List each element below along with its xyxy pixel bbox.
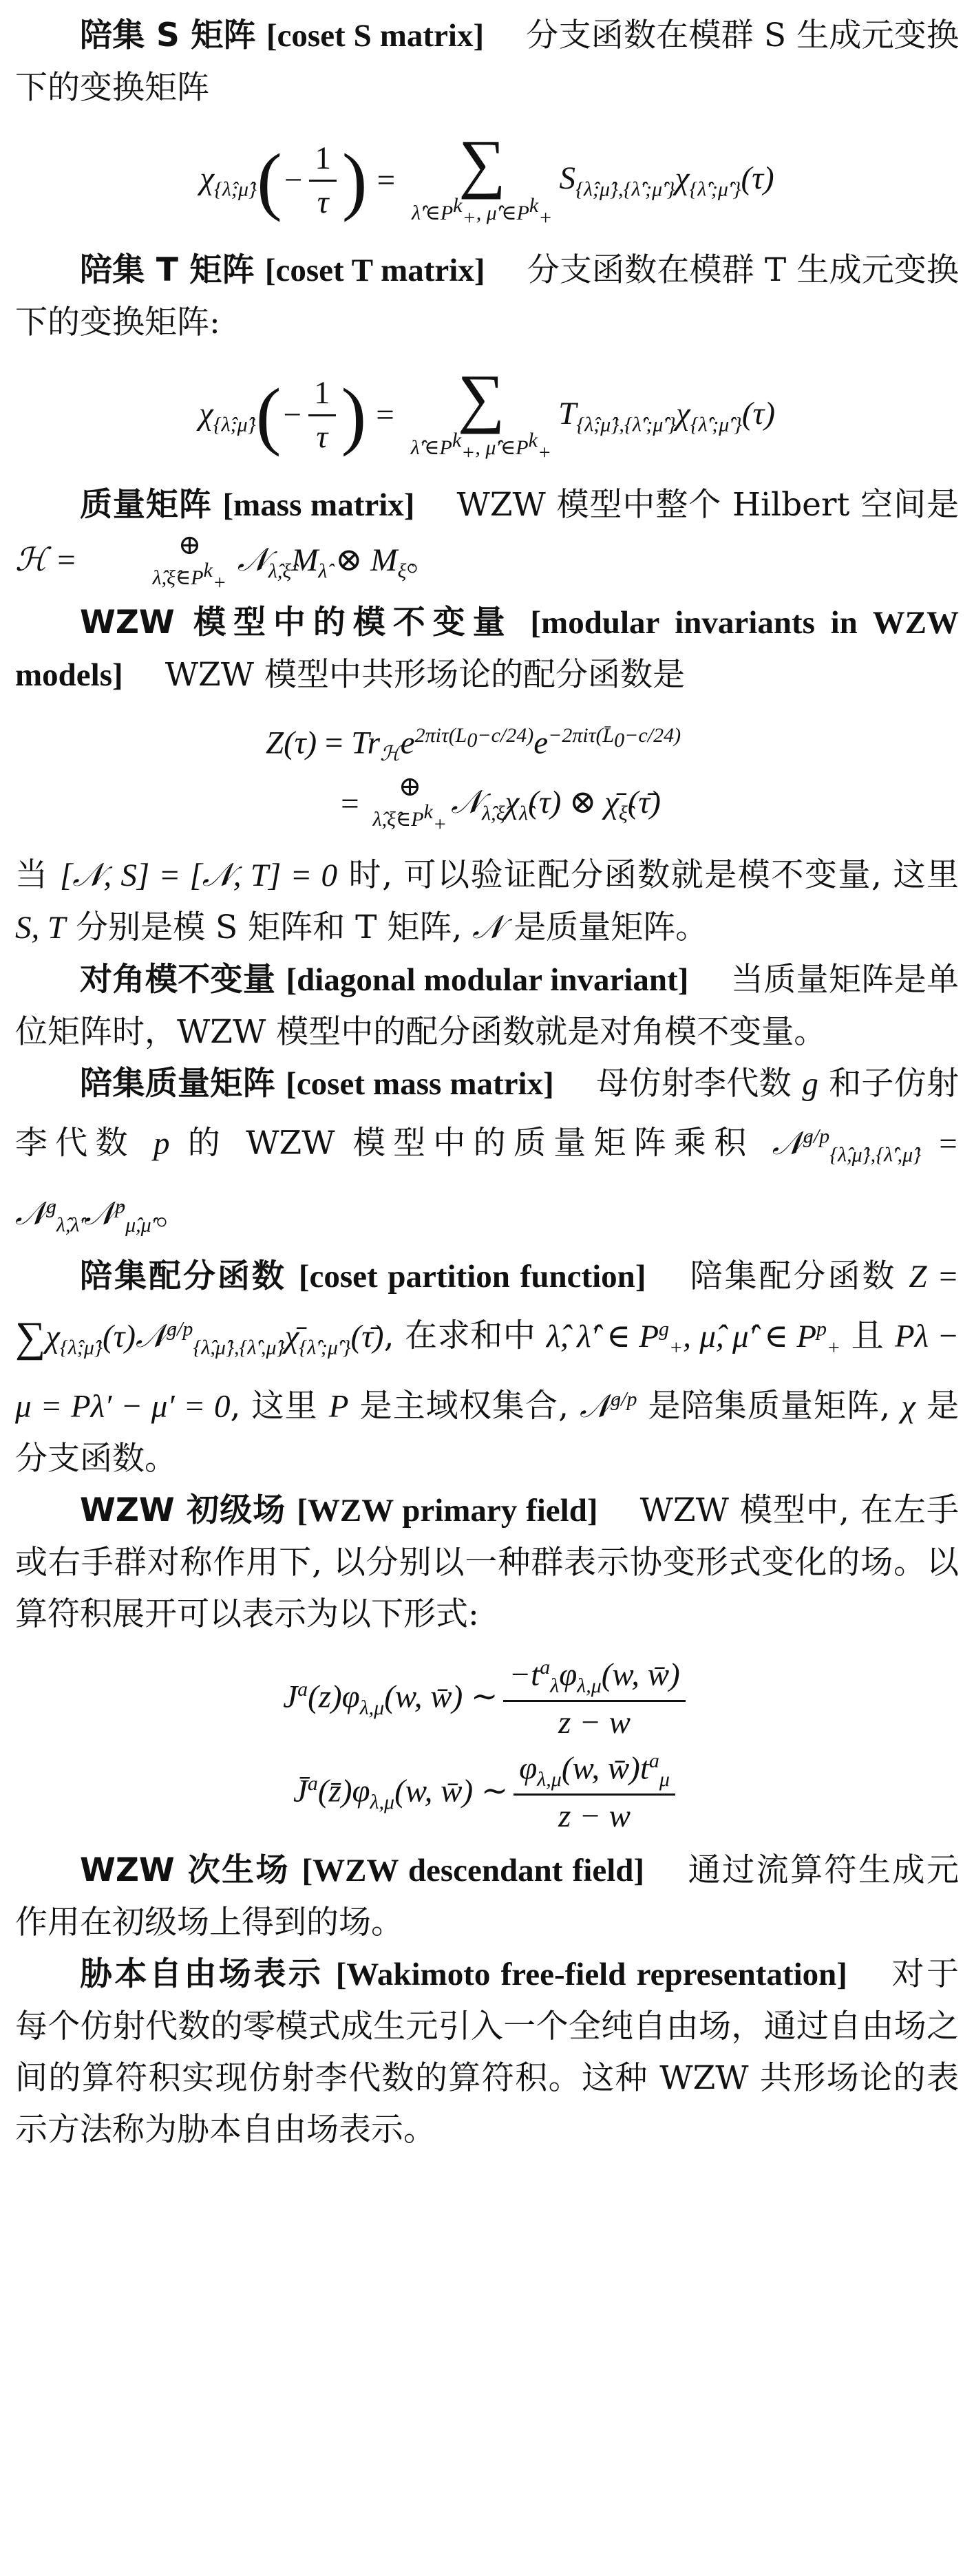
entry-term: 陪集 S 矩阵 <box>80 17 256 54</box>
entry-definition: 通过流算符生成元作用在初级场上得到的场。 <box>15 1851 959 1941</box>
equation-primary-antiholomorphic: $J̄^a(z̄)\varphi_{\lambda,\mu}(w$, w̄) ∼ $\frac{\varphi_{\lambda,\mu}(w, w̄)t^a_\mu}{z - w}$ <box>15 1749 959 1835</box>
entry-definition: WZW 模型中, 在左手或右手群对称作用下, 以分别以一种群表示协变形式变化的场。以算符积展开可以表示为以下形式: <box>15 1491 959 1633</box>
inline-math-commutator: [𝒩, S] = [𝒩, T] = 0 <box>60 858 338 894</box>
entry-coset-t-matrix <box>15 244 959 348</box>
entry-definition: 母仿射李代数 <box>595 1065 792 1103</box>
entry-definition: 分别是模 S 矩阵和 T 矩阵, <box>76 908 463 947</box>
equation-primary-holomorphic: $J^a(z)\varphi_{\lambda,\mu}(w$, w̄) ∼ $\frac{-t^a_\lambda\varphi_{\lambda,\mu}(w, w̄)}{z - w}$ <box>15 1655 959 1742</box>
entry-english-term: [WZW primary field] <box>297 1492 598 1529</box>
entry-english-term: [coset T matrix] <box>264 253 485 289</box>
inline-math-chi: χ <box>901 1388 915 1425</box>
entry-definition: 时, 可以验证配分函数就是模不变量, 这里 <box>348 856 959 895</box>
entry-definition: 是主域权集合, <box>359 1387 569 1425</box>
inline-math-g: g <box>802 1066 818 1103</box>
entry-english-term: [coset mass matrix] <box>286 1066 554 1103</box>
entry-diagonal-modular-invariant <box>15 954 959 1058</box>
inline-math-coset-z: $Z = \sum\chi_{\{\lambdâ;\mû\}}(\tau)𝒩^{g/p}_{\{\lambdâ,\mû\},\{\lambdâ',\mû\}}\chī_{\{\lambdâ';\mû'\}}(\taū)$ <box>15 1259 959 1361</box>
entry-wzw-primary-field <box>15 1484 959 1640</box>
entry-term: 陪集质量矩阵 <box>80 1065 275 1103</box>
entry-english-term: [coset partition function] <box>298 1259 646 1295</box>
entry-definition: 是质量矩阵。 <box>514 908 708 947</box>
entry-definition: , 在求和中 <box>383 1317 536 1355</box>
entry-definition: WZW 模型中整个 Hilbert 空间是 <box>456 486 959 524</box>
entry-wakimoto-free-field <box>15 1948 959 2155</box>
entry-modular-invariants <box>15 597 959 701</box>
inline-math-sum-range: λ̂, λ̂′ ∈ $P^g_+$, μ̂, μ̂′ ∈ $P^p_+$ <box>546 1317 841 1359</box>
entry-english-term: [WZW descendant field] <box>301 1852 645 1888</box>
entry-english-term: [mass matrix] <box>222 487 415 524</box>
entry-term: 质量矩阵 <box>80 486 212 524</box>
inline-math-p: p <box>153 1125 170 1162</box>
entry-wzw-descendant-field <box>15 1844 959 1948</box>
inline-math-hilbert: ℋ = ⊕ λ̂,ξ̂∈Pk+ $𝒩_{\lambdâ,\xî}M_{\lambdâ}$ ⊗ $M_{\xî}$ <box>15 529 407 595</box>
entry-definition: 对于每个仿射代数的零模式成生元引入一个全纯自由场，通过自由场之间的算符积实现仿射李代数的算符积。这种 WZW 共形场论的表示方法称为胁本自由场表示。 <box>15 1955 959 2149</box>
entry-definition: 分支函数在模群 S 生成元变换下的变换矩阵 <box>15 17 960 107</box>
entry-definition: , 这里 <box>230 1387 318 1425</box>
equation-partition-function: $Z(\tau) = Tr_ℋe^{2\pi i\tau(L0-c/24)}e^{-2\pi i\tau(L̄0-c/24)}$ = ⊕ λ̂,ξ̂∈Pk+ $𝒩_{\lambdâ,\xî}\chi_{\lambdâ}(\tau)$ ⊗ $\chī_{\xî}(\taū)$ <box>265 724 681 836</box>
entry-definition: WZW 模型中共形场论的配分函数是 <box>165 656 685 694</box>
inline-math-p-set: P <box>328 1388 349 1425</box>
entry-definition: 是分支函数。 <box>15 1387 959 1478</box>
entry-term: WZW 初级场 <box>80 1491 286 1529</box>
entry-coset-s-matrix <box>15 10 959 114</box>
entry-term: 陪集 T 矩阵 <box>80 251 255 290</box>
entry-term: 胁本自由场表示 <box>80 1955 324 1993</box>
entry-term: WZW 模型中的模不变量 <box>80 604 513 642</box>
entry-english-term: [coset S matrix] <box>266 18 485 54</box>
entry-term: WZW 次生场 <box>80 1851 290 1889</box>
equation-coset-t: $\chi_{\{\lambdâ;\mû\}}$ ( − $\frac{1}{\tau}$ ) = ∑ λ̂′∈Pk+, μ̂′∈Pk+ $T_{\{\lambdâ;\mû\},\{\lambdâ';\mû'\}}\chi_{\{\lambdâ';\mû'\}}(\tau)$ <box>199 361 775 465</box>
entry-english-term: [diagonal modular invariant] <box>286 962 689 999</box>
entry-coset-partition-function <box>15 1250 959 1484</box>
entry-definition: 当质量矩阵是单位矩阵时，WZW 模型中的配分函数就是对角模不变量。 <box>15 961 960 1052</box>
entry-coset-mass-matrix <box>15 1058 959 1250</box>
inline-math-coset-n: 𝒩$^{g/p}$ <box>580 1387 637 1425</box>
entry-term: 对角模不变量 <box>80 961 276 999</box>
entry-definition: 和子仿射李代数 <box>15 1065 960 1162</box>
entry-definition: 的 WZW 模型中的质量矩阵乘积 <box>187 1124 754 1162</box>
entry-definition-tail: 。 <box>406 540 439 579</box>
entry-definition-tail: 。 <box>156 1194 189 1233</box>
inline-math-projection: Pλ − μ = Pλ′ − μ′ = 0 <box>15 1318 959 1425</box>
inline-math-coset-mass: 𝒩$^{g/p}_{\{\lambdâ,\mû\},\{\lambdâ',\mû\}}$ = 𝒩$^g_{\lambdâ,\lambdâ'}$𝒩$^p_{\mû,\mû'}$ <box>15 1125 959 1237</box>
entry-definition: 是陪集质量矩阵, <box>648 1387 891 1425</box>
entry-definition: 且 <box>851 1317 885 1355</box>
entry-term: 陪集配分函数 <box>80 1257 286 1296</box>
entry-mass-matrix <box>15 479 959 597</box>
entry-english-term: [Wakimoto free-field representation] <box>335 1956 847 1992</box>
equation-coset-s: $\chi_{\{\lambdâ;\mû\}}$ ( − $\frac{1}{\tau}$ ) = ∑ λ̂′∈Pk+, μ̂′∈Pk+ $S_{\{\lambdâ;\mû\},\{\lambdâ';\mû'\}}\chi_{\{\lambdâ';\mû'\}}(\tau)$ <box>200 126 774 230</box>
entry-english-term: [modular invariants in WZW models] <box>15 605 959 694</box>
entry-definition: 陪集配分函数 <box>688 1257 897 1296</box>
entry-modular-invariants-continued: 当 [𝒩, S] = [𝒩, T] = 0 时, 可以验证配分函数就是模不变量, 这里 S, T 分别是模 S 矩阵和 T 矩阵, 𝒩 是质量矩阵。 <box>15 856 959 947</box>
inline-math-n: 𝒩 <box>472 910 504 946</box>
inline-math-st: S, T <box>15 910 66 946</box>
entry-definition: 分支函数在模群 T 生成元变换下的变换矩阵: <box>15 251 959 342</box>
